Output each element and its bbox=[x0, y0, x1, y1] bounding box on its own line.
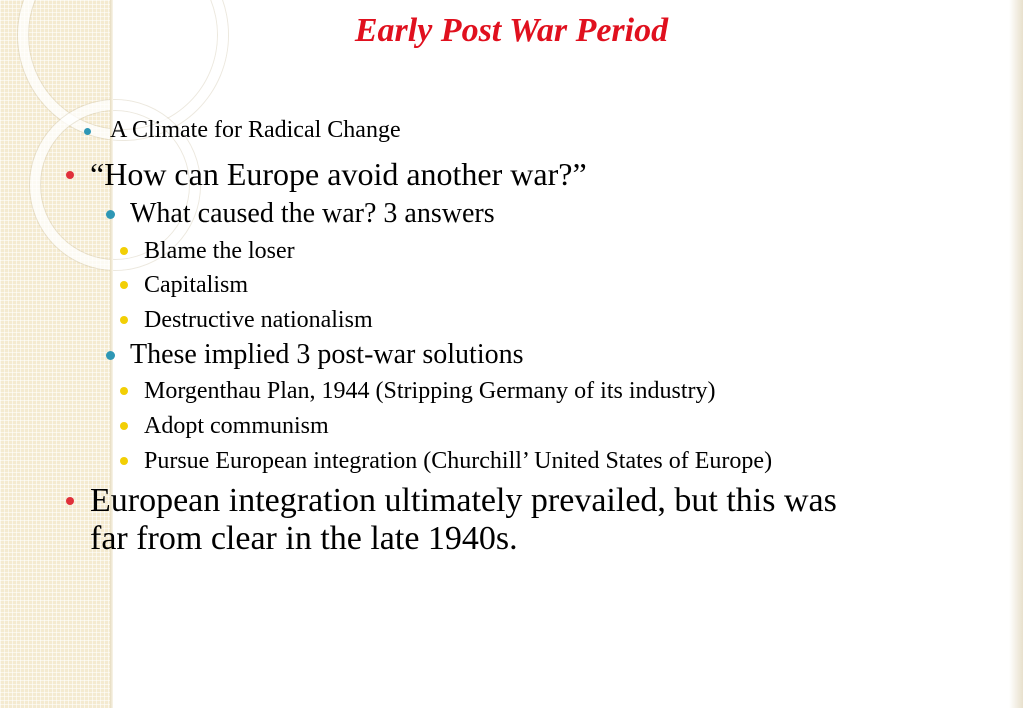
list-item bbox=[144, 307, 373, 334]
bullet-text: What caused the war? 3 answers bbox=[130, 198, 495, 229]
bullet-text: Pursue European integration (Churchill’ United States of Europe) bbox=[144, 448, 773, 474]
bullet-text: Morgenthau Plan, 1944 (Stripping Germany of its industry) bbox=[144, 378, 716, 404]
list-item bbox=[130, 198, 495, 230]
list-item bbox=[144, 272, 248, 299]
list-item bbox=[130, 339, 524, 371]
bullet-text: Adopt communism bbox=[144, 413, 329, 439]
bullet-icon bbox=[120, 281, 128, 289]
bullet-icon bbox=[106, 210, 115, 219]
list-item bbox=[90, 156, 587, 193]
bullet-text: Blame the loser bbox=[144, 238, 295, 264]
list-item bbox=[144, 378, 716, 405]
list-item bbox=[110, 117, 401, 144]
list-item bbox=[144, 238, 295, 265]
bullet-icon bbox=[66, 497, 74, 505]
bullet-text: A Climate for Radical Change bbox=[110, 117, 401, 143]
bullet-icon bbox=[120, 422, 128, 430]
bullet-text-line: European integration ultimately prevailed, but this was bbox=[90, 482, 837, 519]
list-item bbox=[144, 413, 329, 440]
bullet-text: Destructive nationalism bbox=[144, 307, 373, 333]
bullet-icon bbox=[66, 171, 74, 179]
bullet-text: These implied 3 post-war solutions bbox=[130, 339, 524, 370]
bullet-icon bbox=[84, 128, 91, 135]
bullet-text-line: far from clear in the late 1940s. bbox=[90, 520, 518, 557]
list-item bbox=[90, 482, 837, 558]
bullet-icon bbox=[120, 247, 128, 255]
list-item bbox=[144, 448, 772, 475]
slide-title: Early Post War Period bbox=[354, 12, 669, 49]
bullet-text: “How can Europe avoid another war?” bbox=[90, 156, 587, 192]
bullet-icon bbox=[106, 351, 115, 360]
page-edge-shadow bbox=[1009, 0, 1023, 708]
bullet-icon bbox=[120, 316, 128, 324]
bullet-icon bbox=[120, 457, 128, 465]
bullet-text: Capitalism bbox=[144, 272, 248, 298]
bullet-icon bbox=[120, 387, 128, 395]
